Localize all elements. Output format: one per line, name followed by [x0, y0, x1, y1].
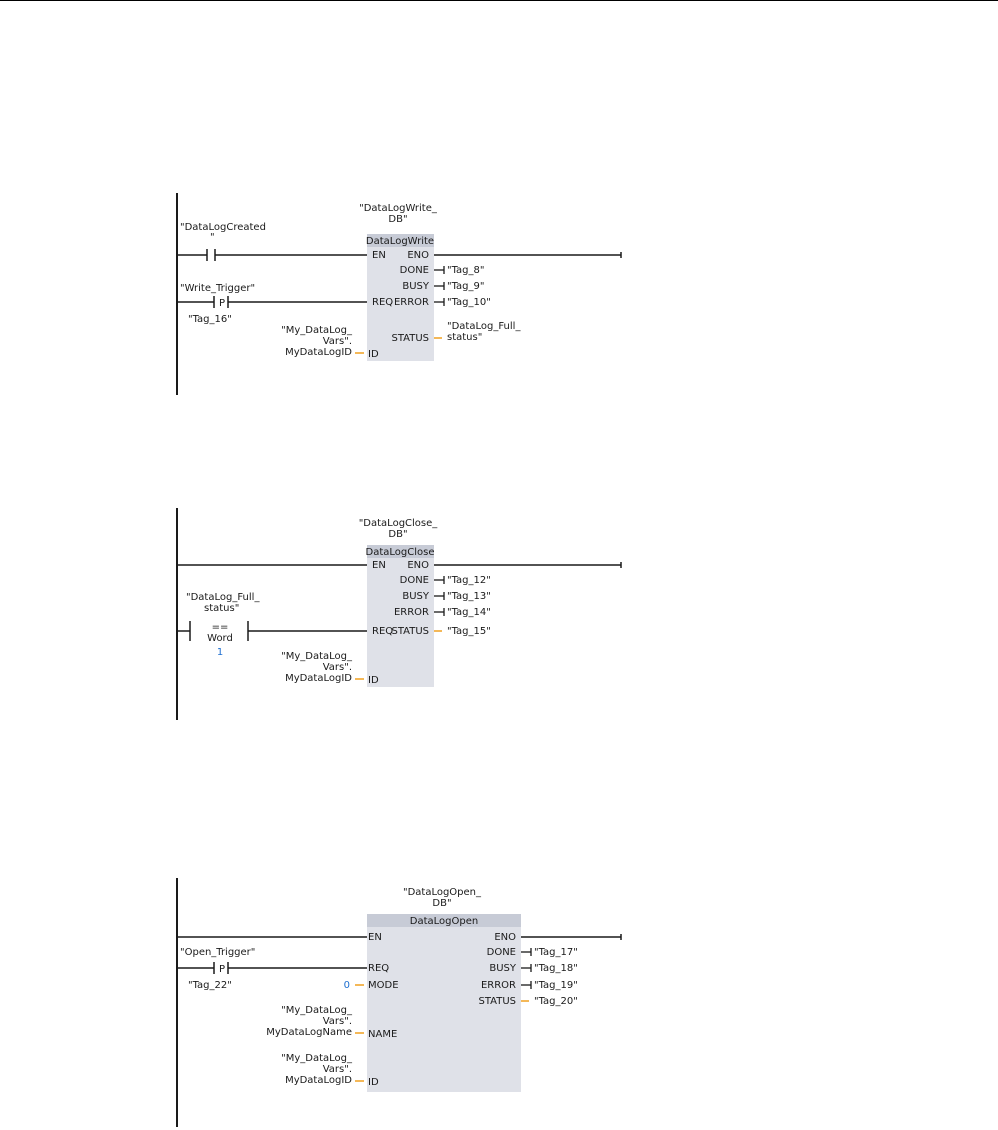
pin-done: DONE — [399, 575, 429, 586]
pin-error: ERROR — [393, 297, 429, 308]
tag-busy: "Tag_9" — [447, 281, 485, 292]
pin-eno: ENO — [407, 560, 429, 571]
pin-req: REQ — [368, 963, 390, 974]
tag-status: "Tag_15" — [447, 626, 491, 637]
pin-name: NAME — [368, 1029, 398, 1040]
id-param-line3: MyDataLogID — [285, 1075, 352, 1086]
block-title: DataLogWrite — [365, 236, 435, 247]
tag-status: "Tag_20" — [534, 996, 578, 1007]
pin-busy: BUSY — [489, 963, 516, 974]
compare-tag-line2: status" — [204, 603, 240, 614]
pin-status: STATUS — [391, 333, 429, 344]
instance-db-label-line2: DB" — [388, 214, 408, 225]
tag-done: "Tag_8" — [447, 265, 485, 276]
id-param-line1: "My_DataLog_ — [281, 325, 352, 336]
pin-done: DONE — [399, 265, 429, 276]
name-param-line3: MyDataLogName — [266, 1027, 352, 1038]
pin-eno: ENO — [407, 250, 429, 261]
contact-write-trigger-tag: "Write_Trigger" — [180, 283, 256, 294]
network-datalogwrite — [177, 193, 621, 395]
tag-error: "Tag_10" — [447, 297, 491, 308]
tag-done: "Tag_12" — [447, 575, 491, 586]
instance-db-label-line1: "DataLogClose_ — [358, 518, 438, 529]
pin-id: ID — [368, 675, 379, 686]
contact-edge-tag: "Tag_22" — [188, 980, 232, 991]
name-param-line1: "My_DataLog_ — [281, 1005, 352, 1016]
tag-busy: "Tag_18" — [534, 963, 578, 974]
id-param-line3: MyDataLogID — [285, 347, 352, 358]
id-param-line2: Vars". — [322, 336, 352, 347]
pin-status: STATUS — [391, 626, 429, 637]
id-param-line1: "My_DataLog_ — [281, 1053, 352, 1064]
id-param-line3: MyDataLogID — [285, 673, 352, 684]
block-title: DataLogClose — [365, 547, 435, 558]
contact-p-symbol: P — [219, 964, 226, 975]
pin-busy: BUSY — [402, 591, 429, 602]
compare-operator: == — [211, 622, 229, 633]
name-param-line2: Vars". — [322, 1016, 352, 1027]
instance-db-label-line2: DB" — [432, 898, 452, 909]
pin-en: EN — [368, 932, 382, 943]
instance-db-label-line1: "DataLogOpen_ — [402, 887, 482, 898]
compare-tag-line1: "DataLog_Full_ — [186, 592, 260, 603]
tag-error: "Tag_19" — [534, 980, 578, 991]
pin-req: REQ — [372, 297, 394, 308]
tag-status-line2: status" — [447, 332, 483, 343]
pin-en: EN — [372, 560, 386, 571]
pin-mode: MODE — [368, 980, 399, 991]
instance-db-label-line2: DB" — [388, 529, 408, 540]
tag-busy: "Tag_13" — [447, 591, 491, 602]
block-title: DataLogOpen — [409, 916, 479, 927]
contact-edge-tag: "Tag_16" — [188, 314, 232, 325]
contact-datalogcreated-tag-2: " — [210, 232, 215, 243]
pin-done: DONE — [486, 947, 516, 958]
pin-busy: BUSY — [402, 281, 429, 292]
pin-id: ID — [368, 349, 379, 360]
pin-status: STATUS — [478, 996, 516, 1007]
contact-open-trigger-tag: "Open_Trigger" — [180, 947, 256, 958]
contact-p-symbol: P — [219, 298, 226, 309]
pin-id: ID — [368, 1077, 379, 1088]
pin-error: ERROR — [393, 607, 429, 618]
network-datalogopen — [177, 878, 621, 1127]
contact-datalogcreated-tag: "DataLogCreated — [180, 222, 266, 233]
pin-en: EN — [372, 250, 386, 261]
network-datalogclose — [177, 508, 621, 720]
tag-status-line1: "DataLog_Full_ — [447, 321, 521, 332]
id-param-line2: Vars". — [322, 662, 352, 673]
id-param-line2: Vars". — [322, 1064, 352, 1075]
pin-req: REQ — [372, 626, 394, 637]
compare-type: Word — [207, 633, 233, 644]
pin-error: ERROR — [480, 980, 516, 991]
instance-db-label-line1: "DataLogWrite_ — [359, 203, 437, 214]
id-param-line1: "My_DataLog_ — [281, 651, 352, 662]
pin-eno: ENO — [494, 932, 516, 943]
tag-error: "Tag_14" — [447, 607, 491, 618]
mode-value: 0 — [343, 980, 350, 991]
tag-done: "Tag_17" — [534, 947, 578, 958]
compare-value: 1 — [216, 647, 224, 658]
